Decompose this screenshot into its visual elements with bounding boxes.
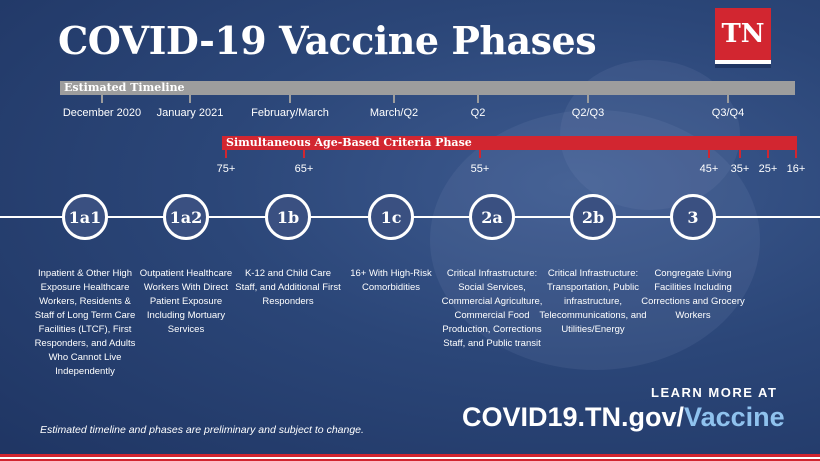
url-main: COVID19.TN.gov/ xyxy=(462,402,685,432)
phase-circle-1c: 1c xyxy=(368,194,414,240)
timeline-period-label: Q3/Q4 xyxy=(711,107,745,119)
learn-more-label: LEARN MORE AT xyxy=(651,385,778,400)
timeline-tick xyxy=(727,95,729,103)
timeline-tick xyxy=(101,95,103,103)
age-label: 35+ xyxy=(730,163,750,175)
phase-description-2b: Critical Infrastructure: Transportation, Public infrastructure, Telecommunications, and Utilities/Energy xyxy=(539,268,647,335)
phase-description-1a1: Inpatient & Other High Exposure Healthcare Workers, Residents & Staff of Long Term Care Facilities (LTCF), First Responders, and Adults Who Cannot Live Independently xyxy=(34,268,136,377)
phase-circle-1a1: 1a1 xyxy=(62,194,108,240)
url-highlight: Vaccine xyxy=(684,402,785,432)
phase-description-1c: 16+ With High-Risk Comorbidities xyxy=(350,268,432,293)
disclaimer: Estimated timeline and phases are preliminary and subject to change. xyxy=(40,424,364,436)
timeline-tick xyxy=(393,95,395,103)
age-tick xyxy=(303,150,305,158)
age-tick xyxy=(708,150,710,158)
page-title: COVID-19 Vaccine Phases xyxy=(58,18,597,63)
age-tick xyxy=(739,150,741,158)
age-label: 45+ xyxy=(699,163,719,175)
age-tick xyxy=(479,150,481,158)
phase-circle-3: 3 xyxy=(670,194,716,240)
age-label: 25+ xyxy=(758,163,778,175)
age-tick xyxy=(767,150,769,158)
age-tick xyxy=(795,150,797,158)
timeline-label: Estimated Timeline xyxy=(64,81,185,94)
age-label: 55+ xyxy=(470,163,490,175)
footer-stripe xyxy=(0,454,820,461)
phase-circle-2b: 2b xyxy=(570,194,616,240)
age-tick xyxy=(225,150,227,158)
timeline-period-label: December 2020 xyxy=(62,107,142,119)
timeline-period-label: March/Q2 xyxy=(369,107,419,119)
timeline-period-label: Q2/Q3 xyxy=(571,107,605,119)
timeline-tick xyxy=(289,95,291,103)
phase-description-3: Congregate Living Facilities Including Corrections and Grocery Workers xyxy=(641,268,745,321)
timeline-tick xyxy=(477,95,479,103)
logo-text: TN xyxy=(721,19,765,49)
tn-logo xyxy=(715,8,771,64)
phase-circle-1b: 1b xyxy=(265,194,311,240)
age-label: 16+ xyxy=(786,163,806,175)
timeline-period-label: January 2021 xyxy=(156,107,224,119)
vaccine-link[interactable] xyxy=(462,402,785,433)
timeline-period-label: Q2 xyxy=(470,107,486,119)
phase-description-2a: Critical Infrastructure: Social Services, Commercial Agriculture, Commercial Food Production, Corrections Staff, and Public transit xyxy=(441,268,543,349)
age-label: 75+ xyxy=(216,163,236,175)
phase-circle-1a2: 1a2 xyxy=(163,194,209,240)
timeline-tick xyxy=(587,95,589,103)
timeline-period-label: February/March xyxy=(251,107,329,119)
phase-description-1a2: Outpatient Healthcare Workers With Direct Patient Exposure Including Mortuary Services xyxy=(139,268,233,335)
phase-circle-2a: 2a xyxy=(469,194,515,240)
age-criteria-label: Simultaneous Age-Based Criteria Phase xyxy=(226,136,472,149)
timeline-tick xyxy=(189,95,191,103)
phase-description-1b: K-12 and Child Care Staff, and Additional First Responders xyxy=(235,268,341,307)
age-label: 65+ xyxy=(294,163,314,175)
